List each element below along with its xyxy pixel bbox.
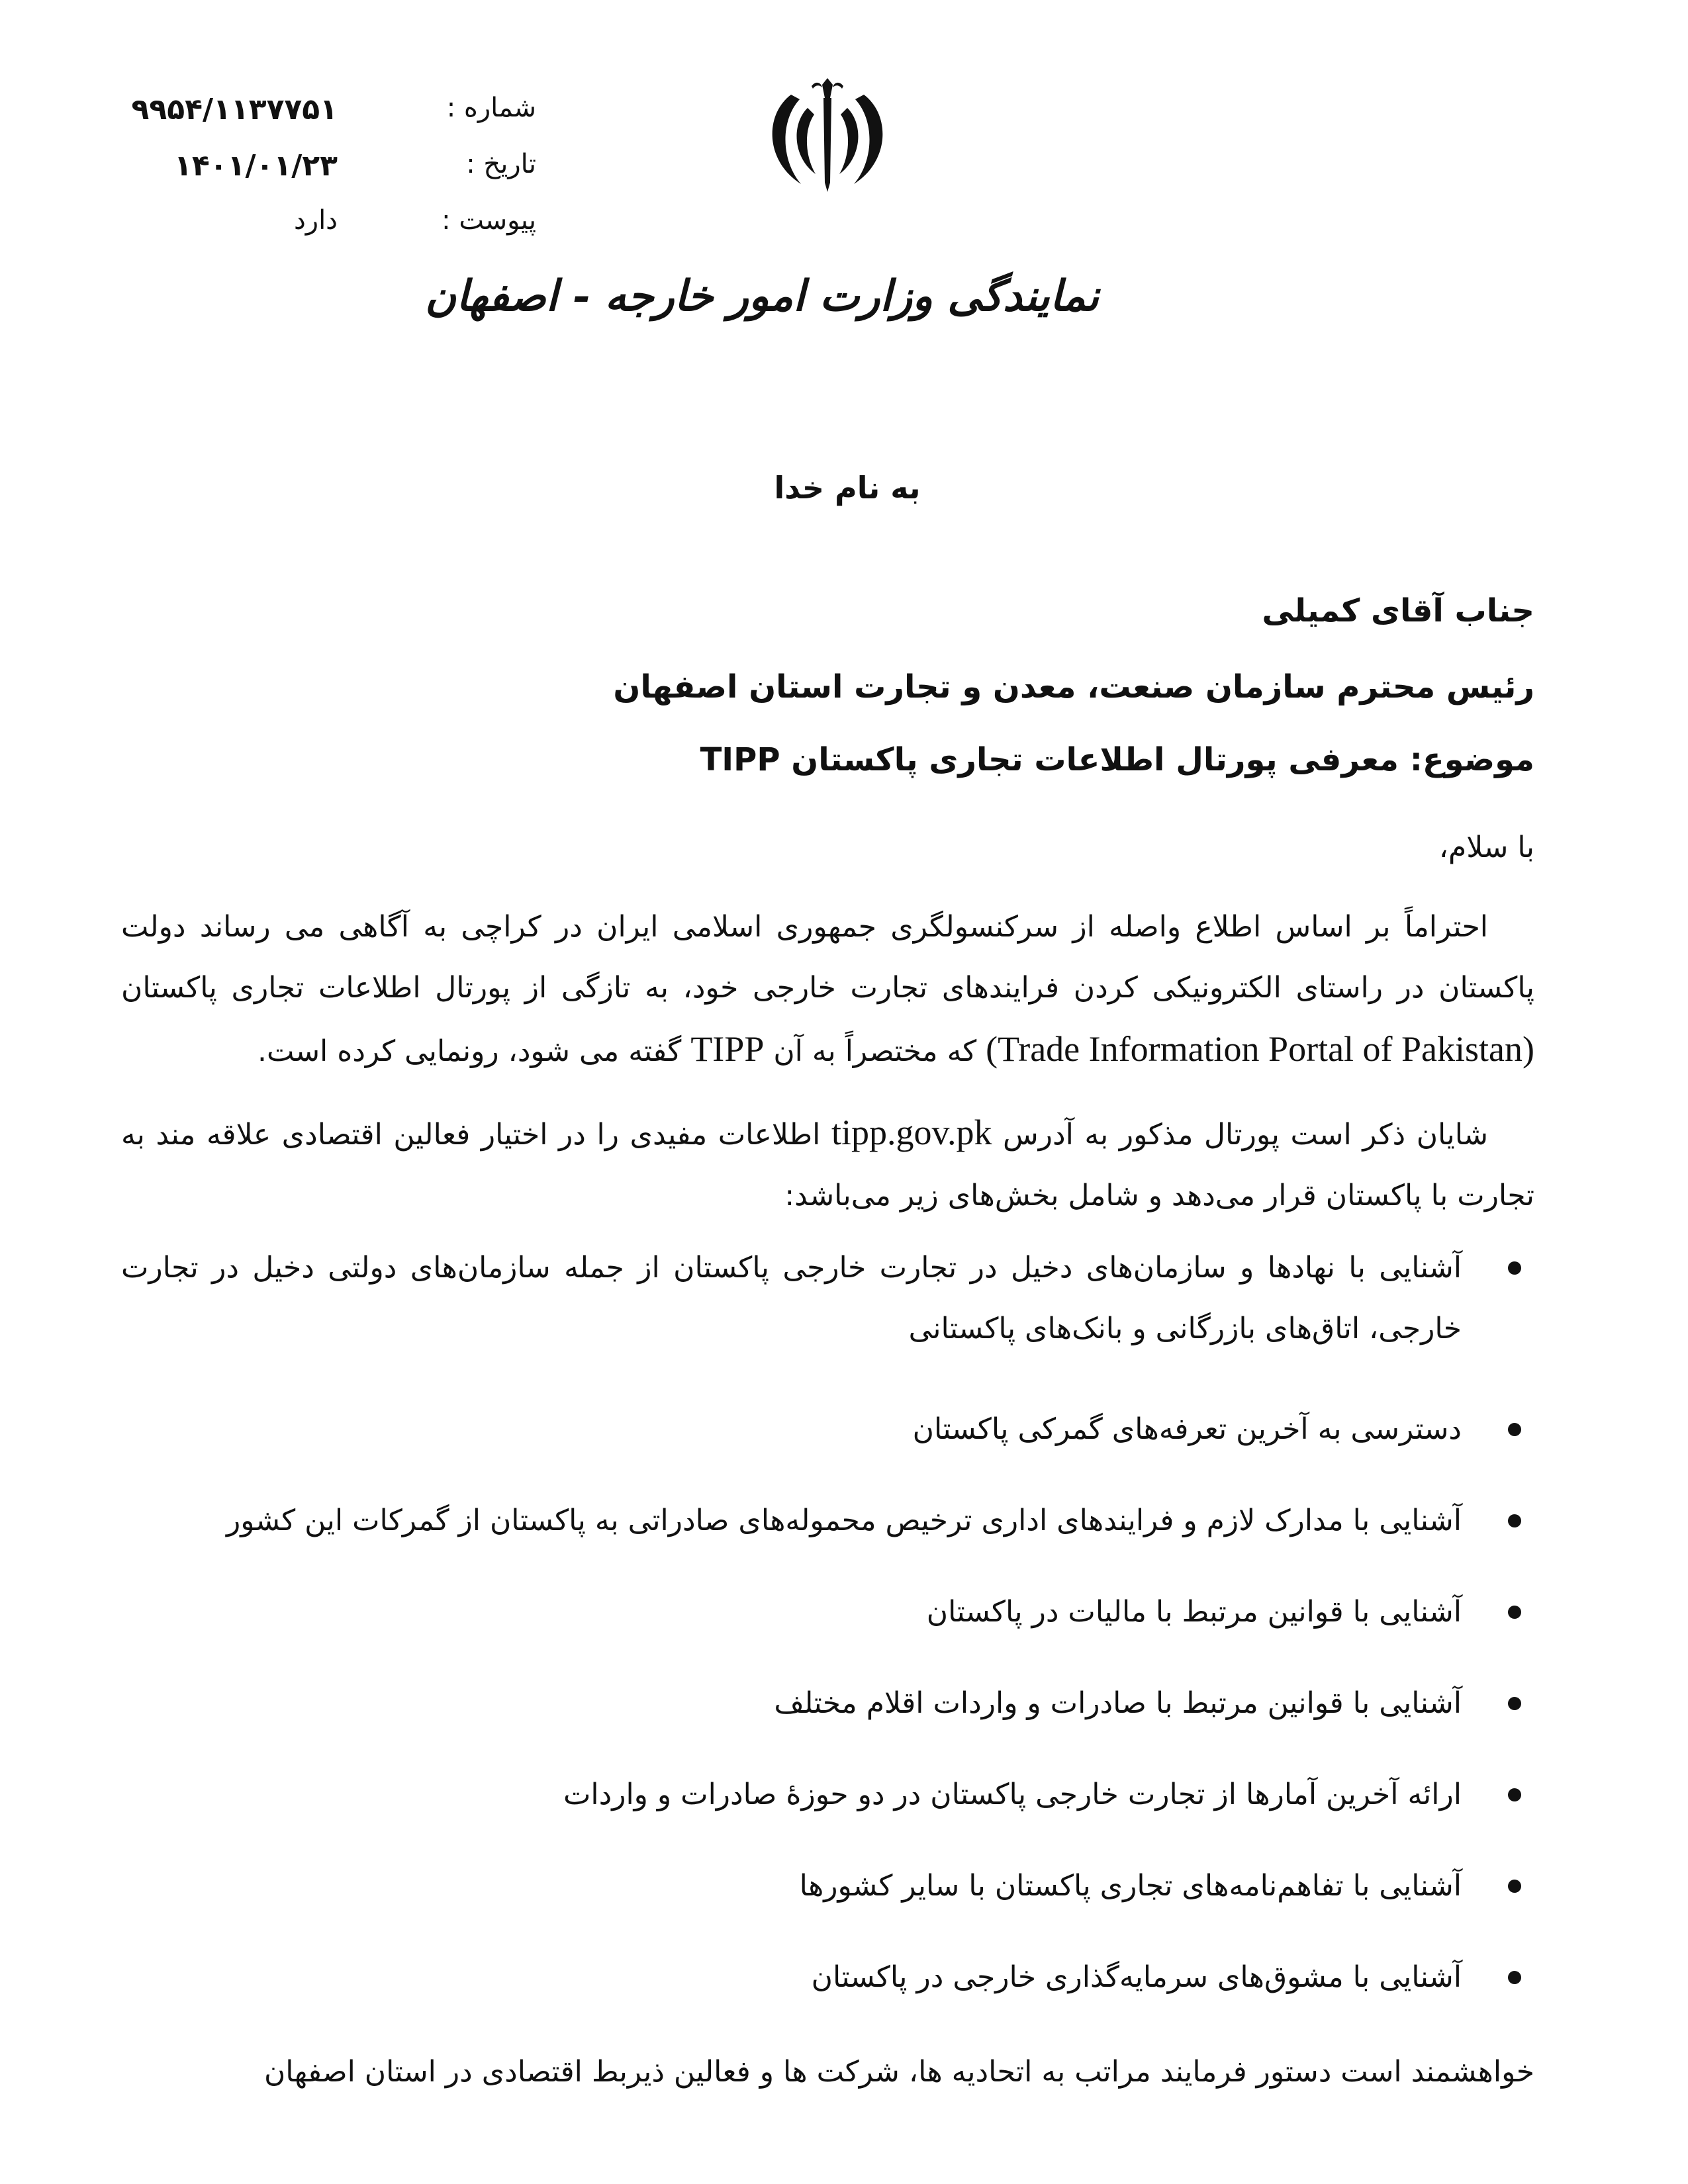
paragraph-1-middle: که مختصراً به آن [773,1034,977,1068]
paragraph-1-english-name: (Trade Information Portal of Pakistan) [986,1029,1534,1069]
letter-number-row [99,93,536,146]
bullet-dot-icon [1508,1880,1521,1893]
paragraph-1-text: احتراماً بر اساس اطلاع واصله از سرکنسولگری جمهوری اسلامی ایران در کراچی به آگاهی می رساند دولت پاکستان در راستای الکترونیکی کردن فرایندهای تجارت خارجی خود، به تازگی از پورتال اطلاعات تجاری پاکستان [121,910,1534,1005]
letter-date-row [99,149,536,202]
list-item: ارائه آخرین آمارها از تجارت خارجی پاکستان در دو حوزۀ صادرات و واردات [121,1764,1534,1825]
letter-date-value: ۱۴۰۱/۰۱/۲۳ [174,149,338,183]
bismillah-heading: به نام خدا [774,470,921,506]
paragraph-1-end: گفته می شود، رونمایی کرده است. [258,1034,682,1068]
list-item: دسترسی به آخرین تعرفه‌های گمرکی پاکستان [121,1399,1534,1460]
closing-text: خواهشمند است دستور فرمایند مراتب به اتحادیه ها، شرکت ها و فعالین ذیربط اقتصادی در استان اصفهان [263,2055,1534,2089]
addressee-title: رئیس محترم سازمان صنعت، معدن و تجارت استان اصفهان [613,668,1534,705]
list-item: آشنایی با قوانین مرتبط با صادرات و واردات اقلام مختلف [121,1673,1534,1734]
iran-emblem-icon [761,78,894,194]
paragraph-1-acronym: TIPP [690,1029,765,1069]
institution-name: نمایندگی وزارت امور خارجه - اصفهان [425,271,1099,321]
letter-attachment-value: دارد [293,205,338,236]
body-paragraph-2 [121,1102,1534,1226]
bullet-dot-icon [1508,1606,1521,1619]
body-paragraph-1 [121,897,1534,1082]
letter-number-value: ۹۹۵۴/۱۱۳۷۷۵۱ [131,93,338,126]
letter-attachment-label: پیوست : [442,205,536,236]
addressee-name: جناب آقای کمیلی [1262,592,1534,629]
letter-attachment-row [99,205,536,258]
bullet-dot-icon [1508,1423,1521,1436]
letter-date-label: تاریخ : [466,149,536,179]
paragraph-2-end: اطلاعات مفیدی را در اختیار فعالین اقتصادی علاقه مند به تجارت با پاکستان قرار می‌دهد و شامل بخش‌های زیر می‌باشد: [121,1118,1534,1212]
list-item: آشنایی با مدارک لازم و فرایندهای اداری ترخیص محموله‌های صادراتی به پاکستان از گمرکات این کشور [121,1490,1534,1551]
portal-sections-list [121,1238,1534,2038]
list-item: آشنایی با تفاهم‌نامه‌های تجاری پاکستان با سایر کشورها [121,1856,1534,1917]
list-item: آشنایی با قوانین مرتبط با مالیات در پاکستان [121,1582,1534,1643]
bullet-dot-icon [1508,1971,1521,1984]
closing-paragraph [121,2042,1534,2103]
list-item: آشنایی با مشوق‌های سرمایه‌گذاری خارجی در پاکستان [121,1947,1534,2008]
letter-subject: موضوع: معرفی پورتال اطلاعات تجاری پاکستان TIPP [700,741,1534,778]
portal-url: tipp.gov.pk [831,1113,992,1152]
bullet-dot-icon [1508,1697,1521,1710]
bullet-dot-icon [1508,1788,1521,1801]
bullet-dot-icon [1508,1514,1521,1527]
letter-number-label: شماره : [446,93,536,123]
greeting: با سلام، [1438,831,1534,864]
bullet-dot-icon [1508,1261,1521,1275]
list-item: آشنایی با نهادها و سازمان‌های دخیل در تجارت خارجی پاکستان از جمله سازمان‌های دولتی دخیل در تجارت خارجی، اتاق‌های بازرگانی و بانک‌های پاکستانی [121,1238,1534,1359]
paragraph-2-text: شایان ذکر است پورتال مذکور به آدرس [1003,1118,1488,1152]
